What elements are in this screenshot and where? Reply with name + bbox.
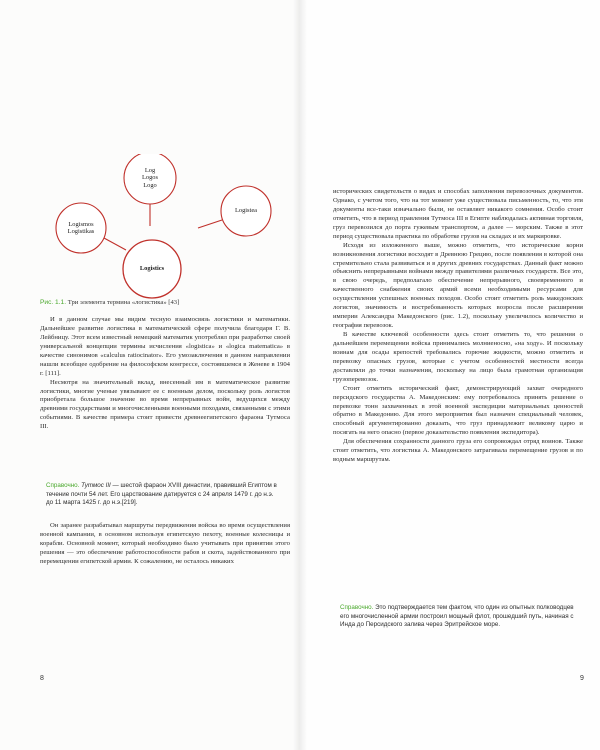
node-center-label bbox=[123, 240, 181, 298]
node-left-line-2: Logistikas bbox=[67, 228, 95, 235]
figure-caption-label: Рис. 1.1. bbox=[40, 299, 67, 306]
node-right-label bbox=[221, 187, 271, 235]
page-number-left: 8 bbox=[40, 675, 44, 682]
node-top-line-2: Logos bbox=[142, 174, 158, 182]
paragraph: В качестве ключевой особенности здесь стоит отметить то, что решения о дальнейшем перемещении войска принимались молниеносно, «на ходу». И поскольку воинам для осады крепостей требовались горючие жидкости, можно отметить и перевозку опасных грузов, которые с учетом особенностей местности всегда доставляли до точки назначения, поскольку на лицо была грамотная организация грузоперевозок. bbox=[333, 331, 583, 383]
node-left-line-1: Logismos bbox=[68, 220, 94, 228]
connector-right bbox=[198, 220, 222, 228]
reference-note-left bbox=[46, 482, 282, 508]
paragraph: Исходя из изложенного выше, можно отметить, что исторические корни возникновения логистики восходят в Древнюю Грецию, после появления в которой она стремительно стала развиваться и в других древних государствах. Данный факт можно объяснить непрерывными войнами между правителями различных государств. Все это, в свою очередь, предполагало обеспечение непрерывного, своевременного и качественного снабжения своих армий всеми необходимыми ресурсами для осуществления успешных военных походов. Особо стоит отметить роль македонских логистов, значимость и востребованность которых возросла после расширения империи Александра Македонского (рис. 1.2), поскольку увеличилось количество и география перевозок. bbox=[333, 241, 583, 330]
reference-note-text: Это подтверждается тем фактом, что один из опытных полководцев его многочисленной армии построил мощный флот, прошедший путь, начиная с Инда до Персидского залива через Эритрейское море. bbox=[340, 604, 574, 628]
left-body-text-bottom bbox=[40, 522, 290, 567]
figure-caption-text: Три элемента термина «логистика» [43] bbox=[66, 299, 180, 306]
book-gutter bbox=[293, 0, 307, 750]
paragraph: исторических свидетельств о видах и способах заполнения перевозочных документов. Однако, с учетом того, что на тот момент уже существовала письменность, то, что эти документы все-таки изначально были, не оставляет никакого сомнения. Особо стоит отметить, что в период правления Тутмоса III в Египте наблюдалась активная торговля, груз перевозился до порта гужевым транспортом, а далее — морским. Также в этот период существовала практика по обработке грузов на складах и их маркировке. bbox=[333, 188, 583, 240]
node-top-line-3: Logo bbox=[143, 181, 157, 189]
reference-note-right bbox=[340, 604, 580, 630]
node-top-label bbox=[124, 154, 176, 202]
paragraph: Несмотря на значительный вклад, внесенный им в математическое развитие логистики, многие ученые увязывают ее с военным делом, поскольку роль логистов приобретала большое значение во время непрерывных войн, ведущихся между древними государствами и многочисленными военными походами, связанными с этими событиями. В качестве примера стоит привести древнеегипетского фараона Тутмоса III. bbox=[40, 378, 290, 431]
paragraph: Он заранее разрабатывал маршруты передвижения войска во время осуществления военной кампании, в основном используя египетскую пехоту, военные колесницы и корабли. Основной момент, который необходимо было учитывать при принятии этого решения — это обеспечение работоспособности рабов и скота, задействованного при перемещении египетской армии. К сожалению, не осталось никаких bbox=[40, 522, 290, 565]
right-body-text bbox=[333, 188, 583, 465]
reference-note-name: Тутмос III bbox=[79, 482, 111, 489]
left-body-text-top bbox=[40, 316, 290, 432]
node-top-line-1: Log bbox=[144, 166, 156, 174]
paragraph: И в данном случае мы видим тесную взаимосвязь логистики и математики. Дальнейшее развитие логистика в математической сфере получила благодаря Г. В. Лейбницу. Этот всем известный немецкий математик употреблял при разработке своей универсальной концепции термины исчисления «logistica» и «logica matematica» в качестве синонимов «calculus ratiocinator». Его умозаключения в данном направлении нашли всеобщее одобрение на философском конгрессе, состоявшемся в Женеве в 1904 г. [111]. bbox=[40, 316, 290, 377]
page-number-right: 9 bbox=[580, 675, 584, 682]
paragraph: Для обеспечения сохранности данного груза его сопровождал отряд воинов. Также стоит отметить, что логистика А. Македонского затрагивала перемещение грузов и по водным маршрутам. bbox=[333, 438, 583, 464]
node-left-label bbox=[56, 204, 106, 252]
node-center-text: Logistics bbox=[139, 265, 165, 273]
reference-note-text: — шестой фараон XVIII династии, правивший Египтом в течение почти 54 лет. Его царствование датируется с 24 апреля 1479 г. до н.э. до 11 марта 1425 г. до н.э.[219]. bbox=[46, 482, 277, 506]
reference-note-label: Справочно. bbox=[340, 604, 374, 611]
logistics-term-diagram bbox=[40, 154, 285, 299]
figure-caption bbox=[40, 299, 290, 308]
paragraph: Стоит отметить исторический факт, демонстрирующий захват очередного персидского государства А. Македонским: ему потребовалось принять решение о перевозке тонн захваченных в этой военной экспедиции материальных ценностей обратно в Македонию. Для этого мероприятия был назначен специальный человек, способный аргументированно доказать, что груз принадлежит великому царю и посягать на него опасно (первое доказательство появления экспедитора). bbox=[333, 384, 583, 437]
reference-note-label: Справочно. bbox=[46, 482, 80, 489]
right-page bbox=[300, 0, 600, 750]
node-right-line-1: Logistea bbox=[234, 207, 257, 215]
